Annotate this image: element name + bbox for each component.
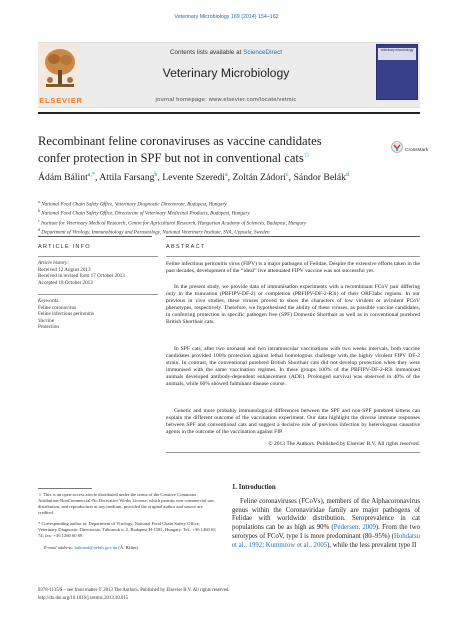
history-revised: Received in revised form 17 October 2013 — [38, 273, 125, 280]
masthead-rule — [38, 112, 420, 114]
author-separator: , — [288, 172, 294, 184]
sciencedirect-link[interactable]: ScienceDirect — [243, 49, 282, 56]
elsevier-tree-logo-icon — [40, 44, 80, 94]
affiliation-text: National Food Chain Safety Office, Directorate of Veterinary Medicinal Products, Budapest, Hungary — [40, 211, 250, 218]
email-label: E-mail address: — [44, 545, 74, 550]
author-separator: , — [94, 172, 100, 184]
article-info-subrule — [38, 256, 158, 257]
article-title — [38, 134, 376, 166]
corresponding-text: Corresponding author at: Department of Virology, National Food Chain Safety Office, Veterinary Diagnostic Directorate, Tábornok u. 2, Budapest H-1581, Hungary. Tel.: +36 1460 63 74; fax: +36 1260 60 69. — [38, 521, 216, 538]
crossmark-icon — [391, 141, 403, 153]
footnote-rule — [38, 488, 92, 489]
history-received: Received 12 August 2013 — [38, 266, 91, 273]
open-access-footnote — [38, 492, 216, 516]
journal-homepage[interactable]: journal homepage: www.elsevier.com/locate/vetmic — [155, 97, 297, 103]
affiliation-text: Institute for Veterinary Medical Research, Centre for Agricultural Research, Hungarian Academy of Sciences, Budapest, Hungary — [39, 220, 307, 227]
keyword-item: Protection — [38, 324, 59, 331]
title-line-2: confer protection in SPF but not in conventional cats — [38, 151, 304, 166]
introduction-body — [232, 498, 420, 550]
author-affiliation-mark[interactable]: c — [286, 172, 289, 178]
author-affiliation-mark[interactable]: a,* — [87, 172, 95, 178]
article-info-heading: ARTICLE INFO — [38, 244, 91, 250]
keyword-item: Feline infectious peritonitis — [38, 311, 95, 318]
abstract-paragraph-1: Feline infectious peritonitis virus (FIPV) is a major pathogen of Felidae. Despite the extensive efforts taken in the past decades, development of the “ideal” live attenuated FIPV vaccine was not successful yet. — [166, 261, 420, 274]
abstract-copyright: © 2013 The Authors. Published by Elsevier B.V. All rights reserved. — [268, 441, 420, 447]
abstract-heading: ABSTRACT — [166, 244, 206, 250]
journal-title: Veterinary Microbiology — [162, 66, 290, 80]
intro-text-1: Feline coronaviruses (FCoVs), members of the Alphacoronavirus genus within the Coronaviridae family are major pathogens of Felidae with worldwide distribution. Seroprevalence in cat populations can be as high as 90% ( — [232, 498, 420, 532]
abstract-subrule — [166, 256, 420, 257]
abstract-end-rule — [166, 452, 420, 453]
abstract-rule — [166, 236, 420, 237]
affiliation-text: National Food Chain Safety Office, Veterinary Diagnostic Directorate, Budapest, Hungary — [40, 201, 227, 208]
article-info-rule — [38, 236, 152, 237]
author-list — [38, 169, 418, 185]
keyword-item: Feline coronavirus — [38, 304, 77, 311]
cover-title: veterinary microbiology — [380, 48, 414, 52]
abstract-paragraph-4: Genetic and more probably immunological differences between the SPF and non-SPF purebred kittens can explain the different outcome of the vaccination experiment. Our data highlight the diverse immune responses between SPF and conventional cats and suggest a decisive role of previous infection by heterologous causative agents in the outcome of the vaccination against FIP. — [166, 408, 420, 435]
ref-pedersen-2009[interactable]: Pedersen, 2009 — [333, 524, 376, 532]
author-name[interactable]: Zoltán Zádori — [232, 172, 286, 184]
history-accepted: Accepted 18 October 2013 — [38, 279, 93, 286]
keywords-block — [38, 298, 158, 331]
abstract-paragraph-3: In SPF cats, after two oronasal and two intramuscular vaccinations with two weeks intervals, both vaccine candidates provided 100% protection against lethal homologous challenge with the highly virulent FIPV DF-2 strain. In contrast, the conventional purebred British Shorthair cats did not develop protection when they were immunised with the same vaccination regimes. In these groups 100% of the PBFIPV-DF-2-R3i immunised animals developed antibody-dependent enhancement (ADE). Prolonged survival was observed in 40% of the animals, while 60% showed fulminant disease course. — [166, 346, 420, 387]
keywords-label: Keywords: — [38, 298, 60, 304]
crossmark-badge[interactable] — [391, 140, 429, 153]
author-affiliation-mark[interactable]: d — [345, 172, 349, 178]
author-name[interactable]: Levente Szeredi — [162, 172, 225, 184]
author-name[interactable]: Sándor Belák — [293, 172, 346, 184]
affiliation-mark: a — [38, 199, 40, 204]
journal-citation: Veterinary Microbiology 169 (2014) 154–162 — [174, 14, 279, 20]
author-separator: , — [157, 172, 163, 184]
doi-link[interactable]: http://dx.doi.org/10.1016/j.vetmic.2013.10.015 — [38, 596, 129, 601]
affiliation-line — [38, 199, 418, 208]
ref-hohdatsu-kummrow[interactable]: Hohdatsu et al., 1992; Kummrow et al., 2005 — [232, 532, 420, 549]
author-affiliation-mark[interactable]: a — [224, 172, 228, 178]
keywords-rule — [38, 294, 158, 295]
history-label: Article history: — [38, 260, 69, 266]
footnote-mark: ☆ — [38, 492, 44, 497]
open-access-text: This is an open-access article distributed under the terms of the Creative Commons Attribution-NonCommercial-No Derivative Works License, which permits non-commercial use, distribution, and reproduction in any medium, provided the original author and source are credited. — [38, 492, 215, 515]
contents-lists-line — [90, 49, 362, 56]
corresponding-footnote — [38, 521, 216, 539]
affiliation-line — [38, 208, 418, 217]
affiliation-line — [38, 218, 418, 227]
author-separator: , — [227, 172, 233, 184]
email-footnote — [38, 545, 216, 551]
affiliation-mark: d — [38, 227, 40, 233]
elsevier-wordmark: ELSEVIER — [39, 96, 83, 105]
author-name[interactable]: Attila Farsang — [99, 172, 155, 184]
affiliations — [38, 199, 418, 237]
title-footnote-mark[interactable]: ☆ — [303, 151, 311, 160]
author-name[interactable]: Ádám Bálint — [38, 172, 88, 184]
footnote-mark: * — [38, 521, 42, 526]
intro-text-2: ). From the two serotypes of FCoV, type I is more predominant (80–95%) ( — [232, 524, 421, 540]
email-link[interactable]: balintad@nebih.gov.hu — [74, 545, 118, 550]
crossmark-label: CrossMark — [405, 148, 429, 153]
abstract-paragraph-2: In the present study, we provide data of immunisation experiments with a recombinant FCoV pair differing only in the truncation (PBFIPV-DF-2) or completion (PBFIPV-DF-2-R3i) of their ORF3abc regions. In our previous in vivo studies, these viruses proved to show the characters of low virulent or avirulent FCoV phenotypes, respectively. Therefore, we hypothesised the ability of these viruses, as possible vaccine candidates, in conferring protection in specific pathogen free (SPF) Domestic Shorthair as well as in conventional purebred British Shorthair cats. — [166, 284, 420, 325]
affiliation-mark: b — [38, 208, 40, 214]
email-suffix: (Á. Bálint). — [117, 545, 140, 550]
title-line-1: Recombinant feline coronaviruses as vaccine candidates — [38, 134, 322, 148]
keyword-item: Vaccine — [38, 317, 55, 324]
issn-line: 0378-1135/$ – see front matter © 2013 The Authors. Published by Elsevier B.V. All rights reserved. — [38, 588, 230, 593]
affiliation-mark: c — [38, 217, 40, 223]
introduction-heading: 1. Introduction — [232, 484, 276, 491]
author-affiliation-mark[interactable]: b — [154, 172, 158, 178]
contents-prefix: Contents lists available at — [169, 49, 244, 56]
affiliation-text: Department of Virology, Immunobiology and Parasitology, National Veterinary Institute, SVA, Uppsala, Sweden — [40, 230, 270, 237]
article-history — [38, 260, 158, 286]
title-line-2-wrap — [38, 148, 376, 166]
intro-text-3: ), while the less prevalent type II — [327, 541, 417, 549]
